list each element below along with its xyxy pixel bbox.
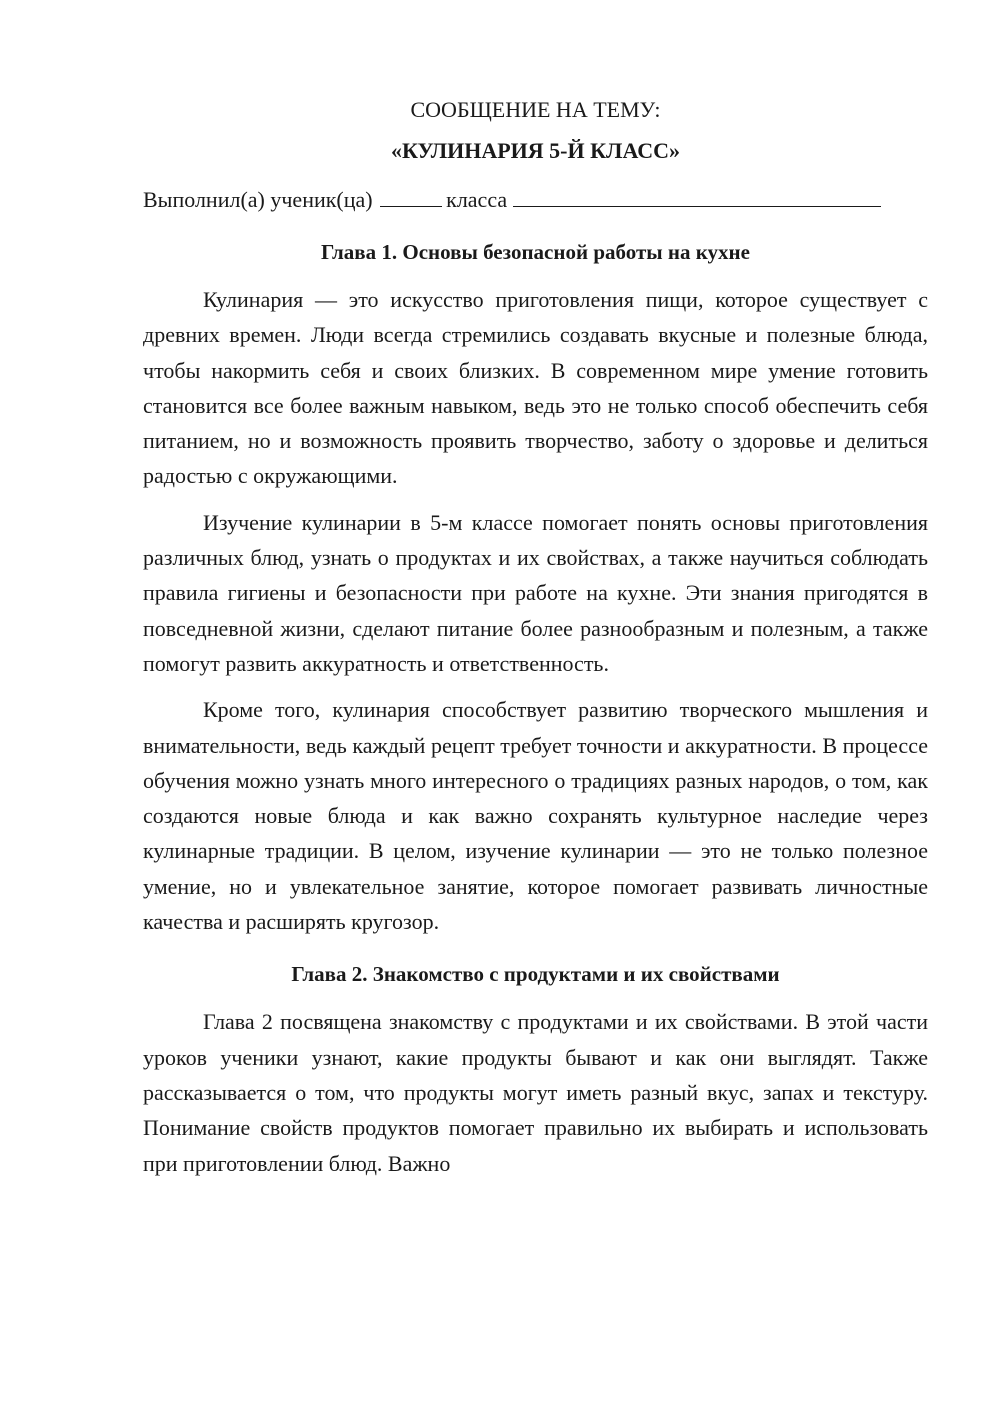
document-title: СООБЩЕНИЕ НА ТЕМУ: (410, 97, 661, 122)
paragraph: Изучение кулинарии в 5-м классе помогает понять основы приготовления различных блюд, узнать о продуктах и их свойствах, а также научиться соблюдать правила гигиены и безопасности при работе на кухне. Эти знания пригодятся в повседневной жизни, сделают питание более разнообразным и полезным, а также помогут развить аккуратность и ответственность. (143, 509, 928, 676)
document-page (143, 92, 928, 1392)
class-letter-blank (513, 184, 881, 207)
paragraph: Кроме того, кулинария способствует развитию творческого мышления и внимательности, ведь каждый рецепт требует точности и аккуратности. В процессе обучения можно узнать много интересного о традициях разных народов, о том, как создаются новые блюда и как важно сохранять культурное наследие через кулинарные традиции. В целом, изучение кулинарии — это не только полезное умение, но и увлекательное занятие, которое помогает развивать личностные качества и расширять кругозор. (143, 697, 928, 935)
author-prefix: Выполнил(а) ученик(ца) (143, 187, 373, 212)
author-middle: класса (446, 187, 508, 212)
chapter-heading: Глава 2. Знакомство с продуктами и их свойствами (291, 962, 780, 987)
class-number-blank (380, 184, 442, 207)
paragraph: Глава 2 посвящена знакомству с продуктами и их свойствами. В этой части уроков ученики узнают, какие продукты бывают и как они выглядят. Также рассказывается о том, что продукты могут иметь разный вкус, запах и текстуру. Понимание свойств продуктов помогает правильно их выбирать и использовать при приготовлении блюд. Важно (143, 1009, 928, 1176)
paragraph: Кулинария — это искусство приготовления пищи, которое существует с древних времен. Люди всегда стремились создавать вкусные и полезные блюда, чтобы накормить себя и своих близких. В современном мире умение готовить становится все более важным навыком, ведь это не только способ обеспечить себя питанием, но и возможность проявить творчество, заботу о здоровье и делиться радостью с окружающими. (143, 287, 928, 489)
chapter-heading: Глава 1. Основы безопасной работы на кухне (321, 240, 750, 264)
author-line (143, 182, 928, 217)
document-subtitle: «КУЛИНАРИЯ 5-Й КЛАСС» (390, 138, 681, 163)
